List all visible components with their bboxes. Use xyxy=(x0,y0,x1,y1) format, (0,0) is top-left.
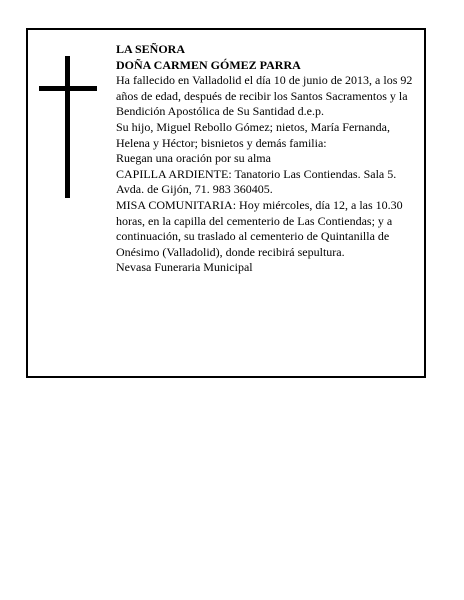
prayer-request: Ruegan una oración por su alma xyxy=(116,151,271,166)
cross-vertical-bar xyxy=(65,56,70,198)
funeral-home: Nevasa Funeraria Municipal xyxy=(116,260,253,275)
obituary-notice xyxy=(26,28,426,378)
heading-title: LA SEÑORA xyxy=(116,42,186,56)
deceased-name: DOÑA CARMEN GÓMEZ PARRA xyxy=(116,57,301,72)
chapel-info: CAPILLA ARDIENTE: Tanatorio Las Contiendas. Sala 5. Avda. de Gijón, 71. 983 360405. xyxy=(116,166,397,197)
death-announcement: Ha fallecido en Valladolid el día 10 de junio de 2013, a los 92 años de edad, después de recibir los Santos Sacramentos y la Bendición Apostólica de Su Santidad d.e.p. xyxy=(116,73,413,119)
mass-info: MISA COMUNITARIA: Hoy miércoles, día 12, a las 10.30 horas, en la capilla del cementerio de Las Contiendas; y a continuación, su traslado al cementerio de Quintanilla de Onésimo (Valladolid), donde recibirá sepultura. xyxy=(116,197,403,259)
obituary-text xyxy=(116,42,422,276)
cross-icon xyxy=(39,56,97,198)
family-list: Su hijo, Miguel Rebollo Gómez; nietos, María Fernanda, Helena y Héctor; bisnietos y demás familia: xyxy=(116,119,390,150)
cross-horizontal-bar xyxy=(39,86,97,91)
